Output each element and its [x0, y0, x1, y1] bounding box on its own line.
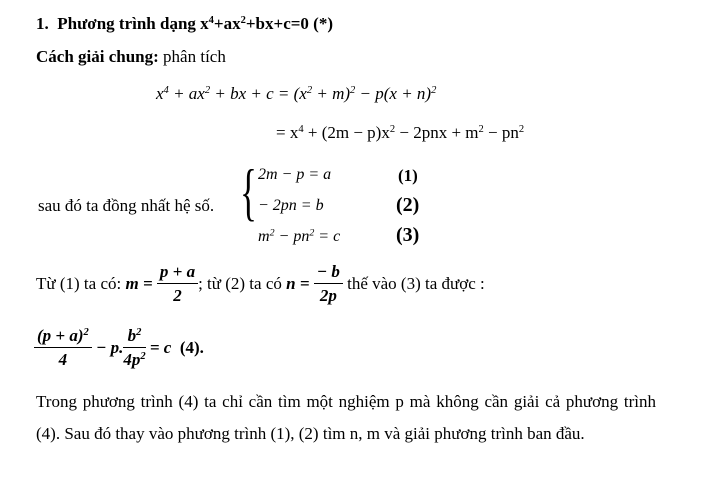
- heading-number: 1.: [36, 14, 49, 33]
- section-heading: 1. Phương trình dạng $x^4+ax^2+bx+c=0$ (*): [36, 14, 334, 33]
- equation-4: $\frac{(p + a)^2}{4}$ − p. $\frac{b^2}{4p^2}$ = c (4).: [34, 326, 204, 370]
- fraction-n: $\frac{- b}{2p}$: [314, 262, 343, 306]
- fraction-pa: $\frac{(p + a)^2}{4}$: [34, 326, 92, 370]
- system-brace: {: [240, 156, 257, 227]
- method-line: Cách giải chung: phân tích: [36, 47, 226, 66]
- equation-expansion: $x^4 + ax^2$ + bx + $c = (x^2 + m)^2 - p(x + n)^2$: [156, 84, 437, 103]
- explanation-paragraph: Trong phương trình (4) ta chỉ cần tìm một nghiệm p mà không cần giải cả phương trình (4). Sau đó thay vào phương trình (1), (2) tìm n, m và giải phương trình ban đầu.: [36, 392, 656, 443]
- fraction-m: $\frac{p + a}{2}$: [157, 262, 198, 306]
- system-row-1: 2m − p = a: [258, 166, 332, 183]
- system-tag-1: (1): [398, 166, 418, 185]
- system-row-3: $m^2 - pn^2 = c$: [258, 227, 341, 245]
- system-intro: sau đó ta đồng nhất hệ số.: [38, 196, 215, 215]
- system-row-2: − 2pn = b: [258, 197, 324, 214]
- fraction-b2: $\frac{b^2}{4p^2}$: [123, 326, 146, 369]
- method-label: Cách giải chung:: [36, 47, 159, 66]
- equation-expanded-form: = $x^4 + (2m - p)x^2 - 2pnx + m^2 - pn^2$: [276, 123, 525, 142]
- system-tag-3: (3): [396, 224, 420, 246]
- system-tag-2: (2): [396, 194, 420, 216]
- derivation-line: Từ (1) ta có: m = $\frac{p + a}{2}$ ; từ (2) ta có n = $\frac{- b}{2p}$ thế vào (3) ta được :: [36, 262, 485, 305]
